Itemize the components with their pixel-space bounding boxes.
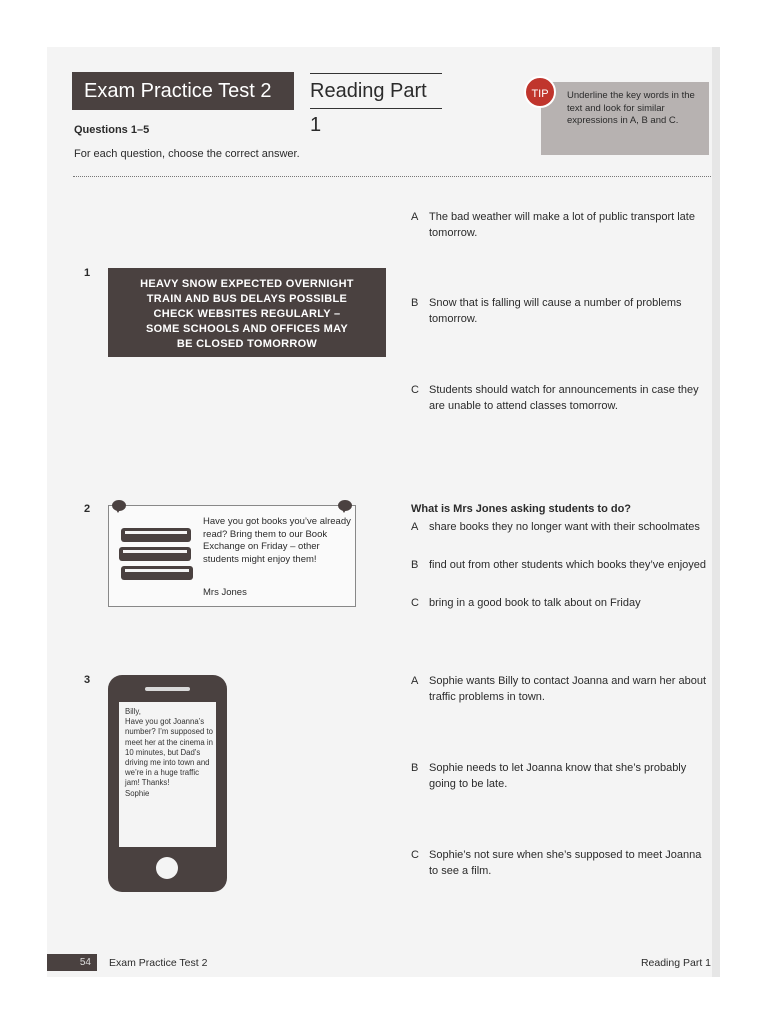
page-edge [712, 47, 720, 977]
option-text: Snow that is falling will cause a number of problems tomorrow. [429, 297, 682, 325]
option-text: share books they no longer want with their schoolmates [429, 521, 700, 533]
note-text: Have you got books you’ve already read? Bring them to our Book Exchange on Friday – other students might enjoy them! [203, 516, 351, 565]
answer-option[interactable] [411, 209, 711, 241]
note-author: Mrs Jones [203, 587, 247, 598]
section-divider [73, 176, 713, 177]
answer-option[interactable] [411, 557, 711, 573]
answer-option[interactable] [411, 673, 711, 705]
answer-option[interactable] [411, 382, 711, 414]
option-letter: C [411, 597, 419, 609]
option-letter: A [411, 211, 419, 223]
section-subtitle: Reading Part 1 [310, 73, 442, 109]
tip-badge: TIP [524, 76, 556, 108]
option-text: Sophie needs to let Joanna know that she’s probably going to be late. [429, 762, 687, 790]
option-letter: A [411, 521, 419, 533]
answer-option[interactable] [411, 295, 711, 327]
footer-right-label: Reading Part 1 [640, 957, 711, 969]
question-number: 1 [84, 267, 91, 279]
phone-screen [119, 702, 216, 847]
speech-bubble-icon [338, 500, 352, 511]
book-exchange-note [108, 505, 356, 607]
option-letter: B [411, 762, 419, 774]
page-number: 54 [47, 954, 97, 971]
option-text: find out from other students which books they’ve enjoyed [429, 559, 706, 571]
phone-home-button [156, 857, 178, 879]
option-text: Sophie wants Billy to contact Joanna and warn her about traffic problems in town. [429, 675, 707, 703]
books-icon [117, 524, 197, 590]
instruction-text: For each question, choose the correct answer. [74, 148, 300, 160]
phone-icon [108, 675, 227, 892]
text-message: Billy, Have you got Joanna’s number? I’m supposed to meet her at the cinema in 10 minutes, but Dad’s driving me into town and we’re in a huge traffic jam! Thanks! Sophie [125, 707, 213, 798]
option-letter: C [411, 384, 419, 396]
option-text: Sophie’s not sure when she’s supposed to meet Joanna to see a film. [429, 849, 702, 877]
option-letter: C [411, 849, 419, 861]
option-text: Students should watch for announcements in case they are unable to attend classes tomorrow. [429, 384, 699, 412]
questions-label: Questions 1–5 [74, 124, 150, 136]
answer-option[interactable] [411, 847, 711, 879]
footer-left-label: Exam Practice Test 2 [109, 957, 208, 969]
option-letter: B [411, 297, 419, 309]
answer-option[interactable] [411, 519, 711, 535]
weather-notice [108, 268, 386, 357]
speech-bubble-icon [112, 500, 126, 511]
notice-text: HEAVY SNOW EXPECTED OVERNIGHT TRAIN AND BUS DELAYS POSSIBLE CHECK WEBSITES REGULARLY – SOME SCHOOLS AND OFFICES MAY BE CLOSED TOMORROW [140, 278, 354, 350]
option-letter: A [411, 675, 419, 687]
tip-text: Underline the key words in the text and look for similar expressions in A, B and C. [567, 90, 695, 126]
worksheet-page [47, 47, 715, 977]
question-number: 3 [84, 674, 91, 686]
question-number: 2 [84, 503, 91, 515]
option-text: bring in a good book to talk about on Friday [429, 597, 641, 609]
phone-speaker [145, 687, 190, 691]
option-text: The bad weather will make a lot of public transport late tomorrow. [429, 211, 695, 239]
answer-option[interactable] [411, 760, 711, 792]
question-prompt: What is Mrs Jones asking students to do? [411, 503, 632, 515]
answer-option[interactable] [411, 595, 711, 611]
page-title: Exam Practice Test 2 [72, 72, 294, 110]
option-letter: B [411, 559, 419, 571]
